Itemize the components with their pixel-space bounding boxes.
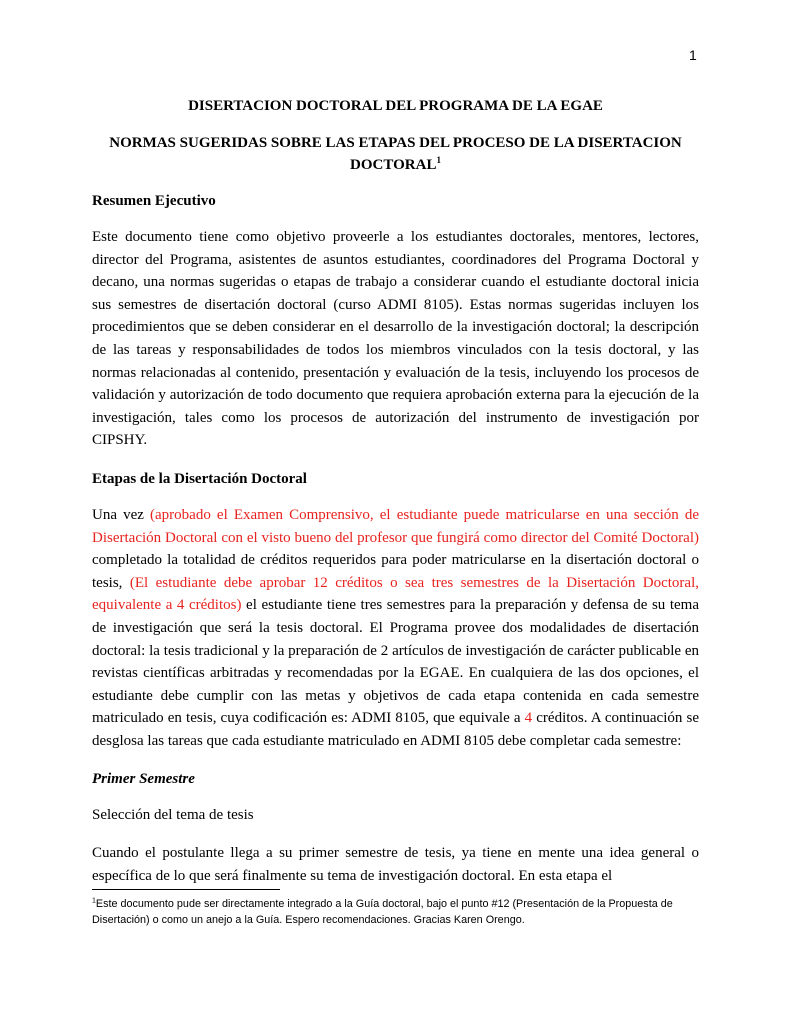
primer-semestre-paragraph: Cuando el postulante llega a su primer semestre de tesis, ya tiene en mente una idea general o específica de lo que será finalmente su tema de investigación doctoral. En esta etapa el [92, 845, 699, 885]
etapas-highlight-2: (El estudiante debe aprobar 12 créditos o sea tres semestres de la Disertación Doctoral, equivalente a 4 créditos) [92, 574, 699, 614]
document-subtitle [92, 132, 699, 176]
section-heading-etapas: Etapas de la Disertación Doctoral [92, 470, 307, 487]
footnote [92, 896, 699, 928]
etapas-highlight-3: 4 [524, 710, 533, 727]
document-body [92, 95, 699, 904]
document-title: DISERTACION DOCTORAL DEL PROGRAMA DE LA EGAE [188, 98, 603, 114]
etapas-text-1: Una vez [92, 506, 151, 523]
etapas-text-4: créditos. A continuación se desglosa las tareas que cada estudiante matriculado en ADMI 8105 debe completar cada semestre: [92, 710, 699, 749]
subheading-seleccion-tema: Selección del tema de tesis [92, 807, 254, 824]
etapas-paragraph [92, 504, 699, 753]
resumen-paragraph: Este documento tiene como objetivo proveerle a los estudiantes doctorales, mentores, lectores, director del Programa, asistentes de asuntos estudiantes, coordinadores del Programa Doctoral y decano, una normas sugeridas o etapas de trabajo a considerar cuando el estudiante doctoral inicia sus semestres de disertación doctoral (curso ADMI 8105). Estas normas sugeridas incluyen los procedimientos que se deben considerar en el desarrollo de la investigación doctoral; la descripción de las tareas y responsabilidades de todos los miembros vinculados con la tesis doctoral, y las normas relacionadas al contenido, presentación y evaluación de la tesis, incluyendo los procesos de validación y autorización de todo documento que requiera aprobación externa para la ejecución de la investigación, tales como los procesos de autorización del instrumento de investigación por CIPSHY. [92, 229, 699, 449]
footnote-reference: 1 [436, 155, 441, 165]
page-number: 1 [689, 47, 697, 63]
etapas-text-3: el estudiante tiene tres semestres para la preparación y defensa de su tema de investigación que será la tesis doctoral. El Programa provee dos modalidades de disertación doctoral: la tesis tradicional y la preparación de 2 artículos de investigación de carácter publicable en revistas científicas arbitradas y recomendadas por la EGAE. En cualquiera de las dos opciones, el estudiante debe cumplir con las metas y objetivos de cada etapa contenida en cada semestre matriculado en tesis, cuya codificación es: ADMI 8105, que equivale a [92, 597, 699, 727]
footnote-text: Este documento pude ser directamente integrado a la Guía doctoral, bajo el punto #12 (Presentación de la Propuesta de Disertación) o como un anejo a la Guía. Espero recomendaciones. Gracias Karen Orengo. [92, 898, 673, 926]
section-heading-primer-semestre: Primer Semestre [92, 771, 195, 788]
subtitle-text: NORMAS SUGERIDAS SOBRE LAS ETAPAS DEL PROCESO DE LA DISERTACION DOCTORAL [109, 135, 682, 173]
footnote-separator [92, 889, 280, 890]
etapas-highlight-1: (aprobado el Examen Comprensivo, el estudiante puede matricularse en una sección de Disertación Doctoral con el visto bueno del profesor que fungirá como director del Comité Doctoral) [92, 506, 700, 546]
etapas-text-2: completado la totalidad de créditos requeridos para poder matricularse en la disertación doctoral o tesis, [92, 552, 699, 591]
section-heading-resumen: Resumen Ejecutivo [92, 193, 216, 209]
footnote-mark: 1 [92, 897, 96, 905]
